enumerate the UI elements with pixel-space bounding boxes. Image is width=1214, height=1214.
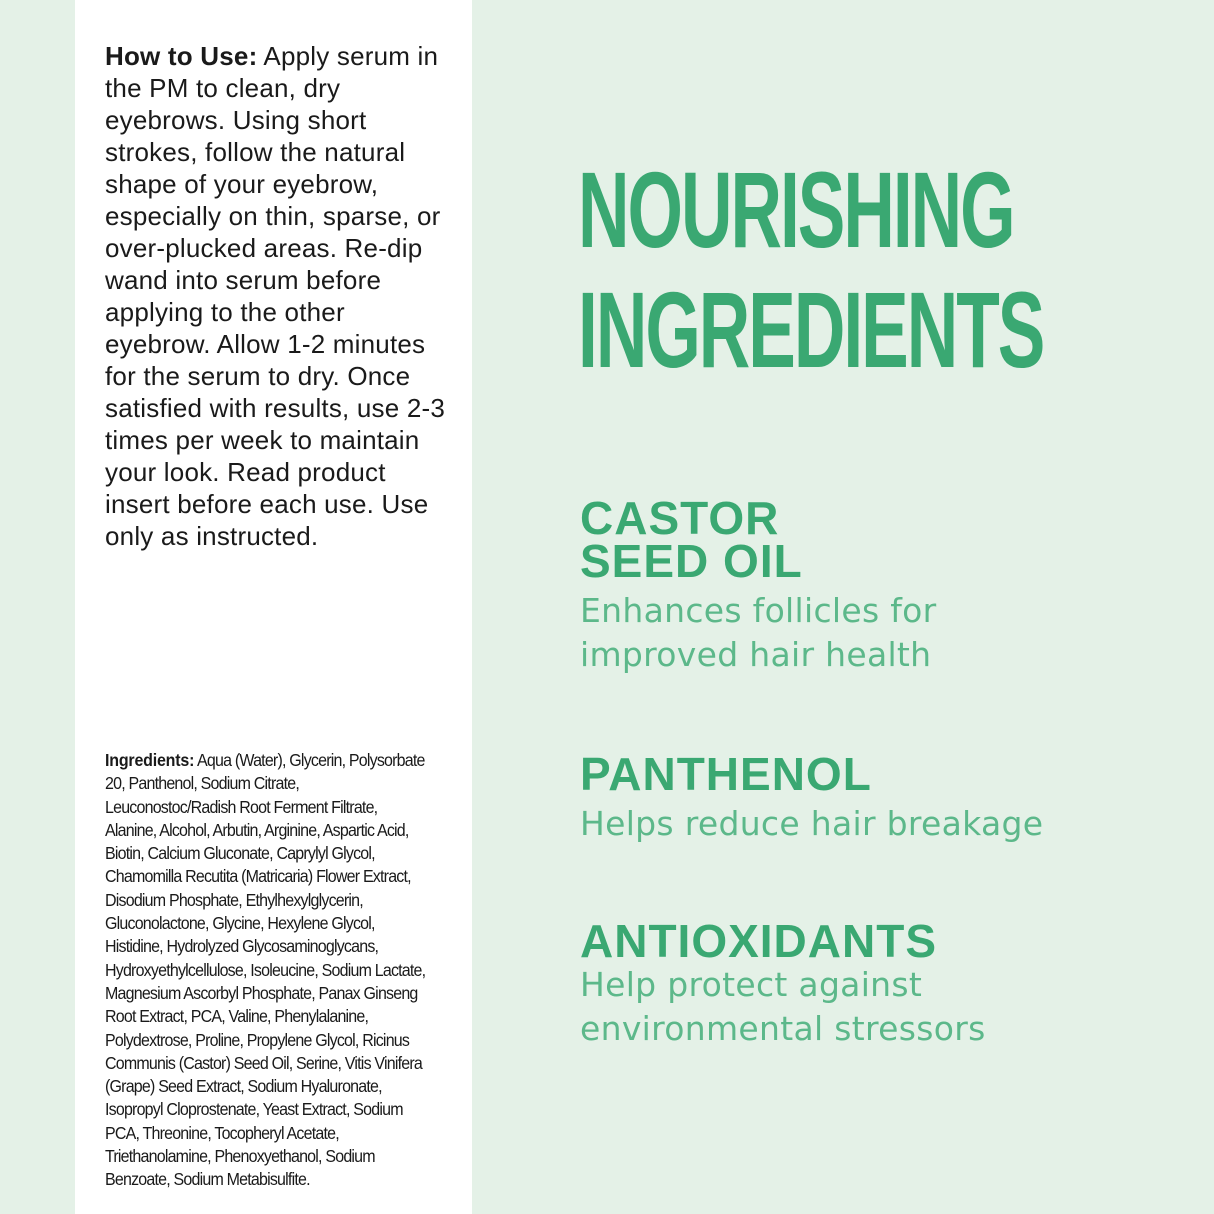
- benefit-description: [580, 963, 1200, 1051]
- ingredients-heading: Ingredients:: [105, 750, 195, 770]
- benefit-desc-line-1: Enhances follicles for: [580, 591, 937, 630]
- how-to-use-text: Apply serum in the PM to clean, dry eyebrows. Using short strokes, follow the natural shape of your eyebrow, especially on thin, sparse, or over-plucked areas. Re-dip wand into serum before applying to the other eyebrow. Allow 1-2 minutes for the serum to dry. Once satisfied with results, use 2-3 times per week to maintain your look. Read product insert before each use. Use only as instructed.: [105, 41, 446, 551]
- left-background-strip: [0, 0, 75, 1214]
- benefit-antioxidants: [580, 915, 1200, 1051]
- benefit-title: [580, 492, 1200, 587]
- benefit-desc-line-2: environmental stressors: [580, 1009, 986, 1048]
- product-label-panel: [75, 0, 472, 1214]
- benefit-panthenol: [580, 748, 1200, 846]
- benefit-desc-line-2: improved hair health: [580, 635, 932, 674]
- headline: [578, 150, 1043, 390]
- benefit-castor-seed-oil: [580, 492, 1200, 677]
- benefit-title: [580, 915, 1200, 967]
- benefit-description: [580, 589, 1200, 677]
- how-to-use-section: [105, 40, 450, 552]
- ingredients-list: Aqua (Water), Glycerin, Polysorbate 20, Panthenol, Sodium Citrate, Leuconostoc/Radish Root Ferment Filtrate, Alanine, Alcohol, Arbutin, Arginine, Aspartic Acid, Biotin, Calcium Gluconate, Caprylyl Glycol, Chamomilla Recutita (Matricaria) Flower Extract, Disodium Phosphate, Ethylhexylglycerin, Gluconolactone, Glycine, Hexylene Glycol, Histidine, Hydrolyzed Glycosaminoglycans, Hydroxyethylcellulose, Isoleucine, Sodium Lactate, Magnesium Ascorbyl Phosphate, Panax Ginseng Root Extract, PCA, Valine, Phenylalanine, Polydextrose, Proline, Propylene Glycol, Ricinus Communis (Castor) Seed Oil, Serine, Vitis Vinifera (Grape) Seed Extract, Sodium Hyaluronate, Isopropyl Cloprostenate, Yeast Extract, Sodium PCA, Threonine, Tocopheryl Acetate, Triethanolamine, Phenoxyethanol, Sodium Benzoate, Sodium Metabisulfite.: [105, 750, 426, 1190]
- ingredients-section: [105, 749, 429, 1192]
- benefit-title-line-1: PANTHENOL: [580, 748, 872, 800]
- headline-line-1: NOURISHING: [578, 149, 1014, 270]
- benefit-title: [580, 748, 1200, 800]
- benefit-title-line-1: ANTIOXIDANTS: [580, 915, 937, 967]
- benefit-description: [580, 802, 1200, 846]
- benefit-desc-line-1: Helps reduce hair breakage: [580, 804, 1044, 843]
- benefits-panel: [472, 0, 1214, 1214]
- headline-line-2: INGREDIENTS: [578, 269, 1044, 390]
- benefit-desc-line-1: Help protect against: [580, 965, 923, 1004]
- how-to-use-heading: How to Use:: [105, 41, 258, 71]
- benefit-title-line-2: SEED OIL: [580, 535, 803, 587]
- benefit-title-line-1: CASTOR: [580, 492, 780, 544]
